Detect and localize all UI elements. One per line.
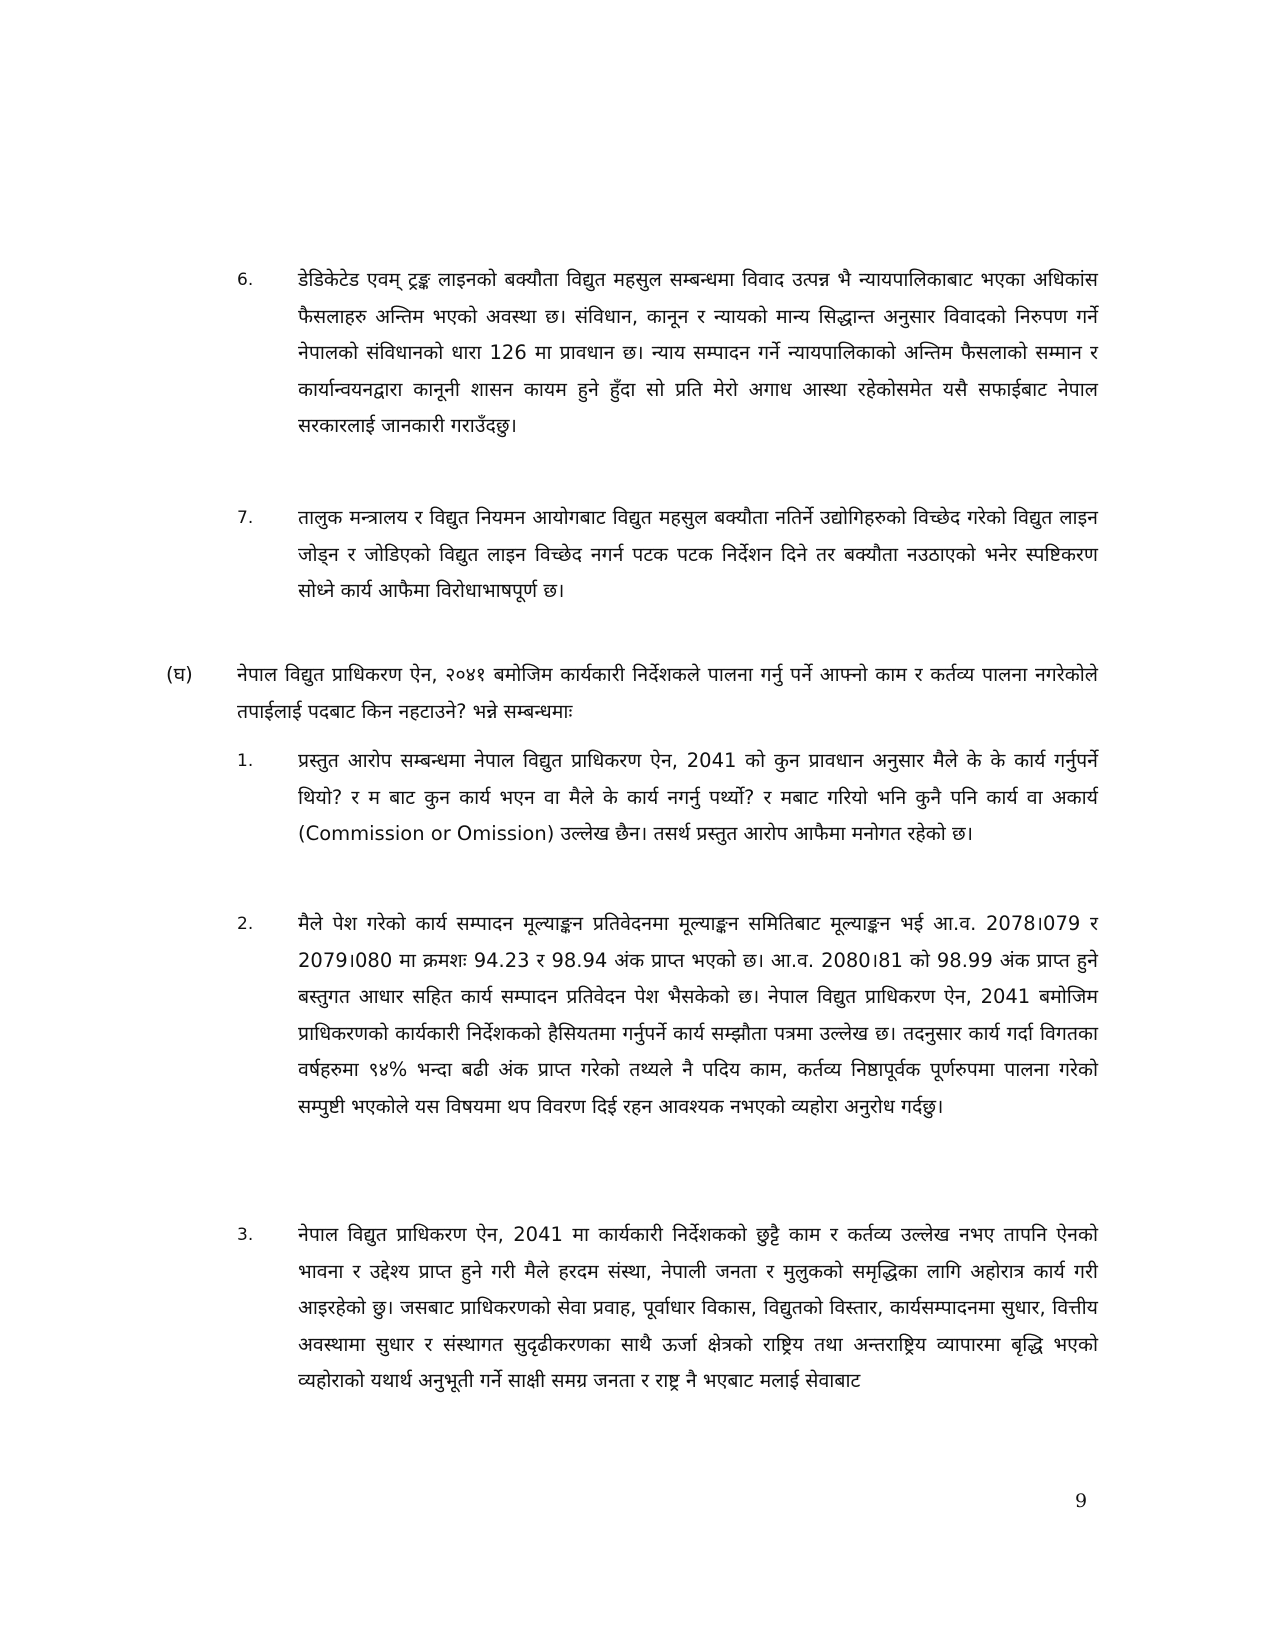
- item-text: तालुक मन्त्रालय र विद्युत नियमन आयोगबाट विद्युत महसुल बक्यौता नतिर्ने उद्योगिहरुको विच्छेद गरेको विद्युत लाइन जोड्न र जोडिएको विद्युत लाइन विच्छेद नगर्न पटक पटक निर्देशन दिने तर बक्यौता नउठाएको भनेर स्पष्टिकरण सोध्ने कार्य आफैमा विरोधाभाषपूर्ण छ।: [298, 506, 1098, 602]
- section-text: नेपाल विद्युत प्राधिकरण ऐन, २०४१ बमोजिम कार्यकारी निर्देशकले पालना गर्नु पर्ने आफ्नो काम र कर्तव्य पालना नगरेकोले तपाईलाई पदबाट किन नहटाउने? भन्ने सम्बन्धमाः: [237, 663, 1098, 723]
- item-marker: 6.: [237, 270, 254, 290]
- item-marker: 7.: [237, 508, 254, 528]
- section-marker: (घ): [166, 663, 193, 686]
- item-marker: 2.: [237, 914, 254, 934]
- item-marker: 1.: [237, 751, 254, 771]
- page-number: 9: [1075, 1490, 1088, 1512]
- item-text: नेपाल विद्युत प्राधिकरण ऐन, 2041 मा कार्यकारी निर्देशकको छुट्टै काम र कर्तव्य उल्लेख नभए तापनि ऐनको भावना र उद्देश्य प्राप्त हुने गरी मैले हरदम संस्था, नेपाली जनता र मुलुकको समृद्धिका लागि अहोरात्र कार्य गरी आइरहेको छु। जसबाट प्राधिकरणको सेवा प्रवाह, पूर्वाधार विकास, विद्युतको विस्तार, कार्यसम्पादनमा सुधार, वित्तीय अवस्थामा सुधार र संस्थागत सुदृढीकरणका साथै ऊर्जा क्षेत्रको राष्ट्रिय तथा अन्तराष्ट्रिय व्यापारमा बृद्धि भएको व्यहोराको यथार्थ अनुभूती गर्ने साक्षी समग्र जनता र राष्ट्र नै भएबाट मलाई सेवाबाट: [298, 1223, 1098, 1392]
- item-marker: 3.: [237, 1225, 254, 1245]
- item-text: डेडिकेटेड एवम् ट्रङ्क लाइनको बक्यौता विद्युत महसुल सम्बन्धमा विवाद उत्पन्न भै न्यायपालिकाबाट भएका अधिकांस फैसलाहरु अन्तिम भएको अवस्था छ। संविधान, कानून र न्यायको मान्य सिद्धान्त अनुसार विवादको निरुपण गर्ने नेपालको संविधानको धारा 126 मा प्रावधान छ। न्याय सम्पादन गर्ने न्यायपालिकाको अन्तिम फैसलाको सम्मान र कार्यान्वयनद्वारा कानूनी शासन कायम हुने हुँदा सो प्रति मेरो अगाध आस्था रहेकोसमेत यसै सफाईबाट नेपाल सरकारलाई जानकारी गराउँदछु।: [298, 268, 1098, 437]
- item-text: प्रस्तुत आरोप सम्बन्धमा नेपाल विद्युत प्राधिकरण ऐन, 2041 को कुन प्रावधान अनुसार मैले के के कार्य गर्नुपर्ने थियो? र म बाट कुन कार्य भएन वा मैले के कार्य नगर्नु पर्थ्यो? र मबाट गरियो भनि कुनै पनि कार्य वा अकार्य (Commission or Omission) उल्लेख छैन। तसर्थ प्रस्तुत आरोप आफैमा मनोगत रहेको छ।: [298, 749, 1098, 845]
- item-text: मैले पेश गरेको कार्य सम्पादन मूल्याङ्कन प्रतिवेदनमा मूल्याङ्कन समितिबाट मूल्याङ्कन भई आ.व. 2078।079 र 2079।080 मा क्रमशः 94.23 र 98.94 अंक प्राप्त भएको छ। आ.व. 2080।81 को 98.99 अंक प्राप्त हुने बस्तुगत आधार सहित कार्य सम्पादन प्रतिवेदन पेश भैसकेको छ। नेपाल विद्युत प्राधिकरण ऐन, 2041 बमोजिम प्राधिकरणको कार्यकारी निर्देशकको हैसियतमा गर्नुपर्ने कार्य सम्झौता पत्रमा उल्लेख छ। तदनुसार कार्य गर्दा विगतका वर्षहरुमा ९४% भन्दा बढी अंक प्राप्त गरेको तथ्यले नै पदिय काम, कर्तव्य निष्ठापूर्वक पूर्णरुपमा पालना गरेको सम्पुष्टी भएकोले यस विषयमा थप विवरण दिई रहन आवश्यक नभएको व्यहोरा अनुरोध गर्दछु।: [298, 912, 1098, 1118]
